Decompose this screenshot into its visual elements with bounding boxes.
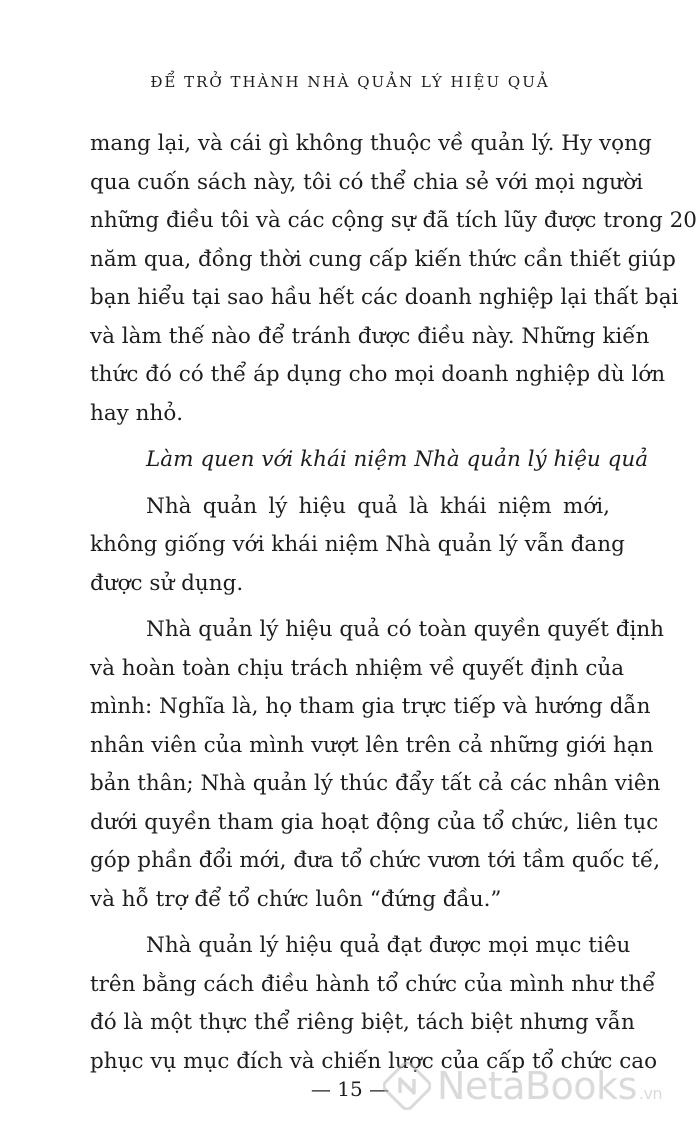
running-header: ĐỂ TRỞ THÀNH NHÀ QUẢN LÝ HIỆU QUẢ — [150, 73, 550, 91]
page-number: — 15 — — [310, 1077, 390, 1101]
paragraph-1 — [90, 125, 697, 433]
text-line: Nhà quản lý hiệu quả là khái niệm mới, — [146, 493, 610, 519]
text-line: năm qua, đồng thời cung cấp kiến thức cần thiết giúp — [90, 246, 676, 272]
watermark — [383, 1055, 688, 1117]
text-line: nhân viên của mình vượt lên trên cả những giới hạn — [90, 732, 654, 758]
watermark-suffix: .vn — [638, 1084, 663, 1103]
text-line: dưới quyền tham gia hoạt động của tổ chức, liên tục — [90, 809, 659, 835]
text-line: và hỗ trợ để tổ chức luôn “đứng đầu.” — [90, 886, 502, 912]
text-line: những điều tôi và các cộng sự đã tích lũy được trong 20 — [90, 208, 697, 233]
text-line: và hoàn toàn chịu trách nhiệm về quyết định của — [90, 655, 625, 681]
text-line: được sử dụng. — [90, 570, 244, 596]
text-line: phục vụ mục đích và chiến lược của cấp tổ chức cao — [90, 1048, 658, 1074]
text-line: bạn hiểu tại sao hầu hết các doanh nghiệp lại thất bại — [90, 285, 679, 310]
text-line: qua cuốn sách này, tôi có thể chia sẻ với mọi người — [90, 169, 643, 195]
text-line: thức đó có thể áp dụng cho mọi doanh nghiệp dù lớn — [90, 362, 666, 387]
paragraph-2 — [90, 488, 625, 604]
text-line: Nhà quản lý hiệu quả đạt được mọi mục tiêu — [146, 933, 631, 958]
watermark-brand: NetaBooks — [437, 1064, 637, 1108]
text-line: không giống với khái niệm Nhà quản lý vẫn đang — [90, 532, 625, 557]
text-line: Nhà quản lý hiệu quả có toàn quyền quyết định — [146, 617, 665, 642]
text-line: mang lại, và cái gì không thuộc về quản lý. Hy vọng — [90, 131, 652, 156]
netabooks-logo-icon — [383, 1062, 431, 1110]
text-line: bản thân; Nhà quản lý thúc đẩy tất cả các nhân viên — [90, 771, 661, 796]
section-heading-text: Làm quen với khái niệm Nhà quản lý hiệu quả — [146, 447, 649, 472]
section-heading — [90, 441, 649, 480]
text-line: và làm thế nào để tránh được điều này. Những kiến — [90, 323, 650, 349]
text-line: trên bằng cách điều hành tổ chức của mình như thể — [90, 971, 656, 997]
text-line: hay nhỏ. — [90, 400, 184, 426]
watermark-text — [437, 1064, 662, 1108]
page-body — [90, 125, 697, 1081]
text-line: mình: Nghĩa là, họ tham gia trực tiếp và hướng dẫn — [90, 694, 651, 719]
text-line: đó là một thực thể riêng biệt, tách biệt nhưng vẫn — [90, 1010, 635, 1035]
paragraph-3 — [90, 611, 665, 919]
text-line: góp phần đổi mới, đưa tổ chức vươn tới tầm quốc tế, — [90, 848, 661, 873]
